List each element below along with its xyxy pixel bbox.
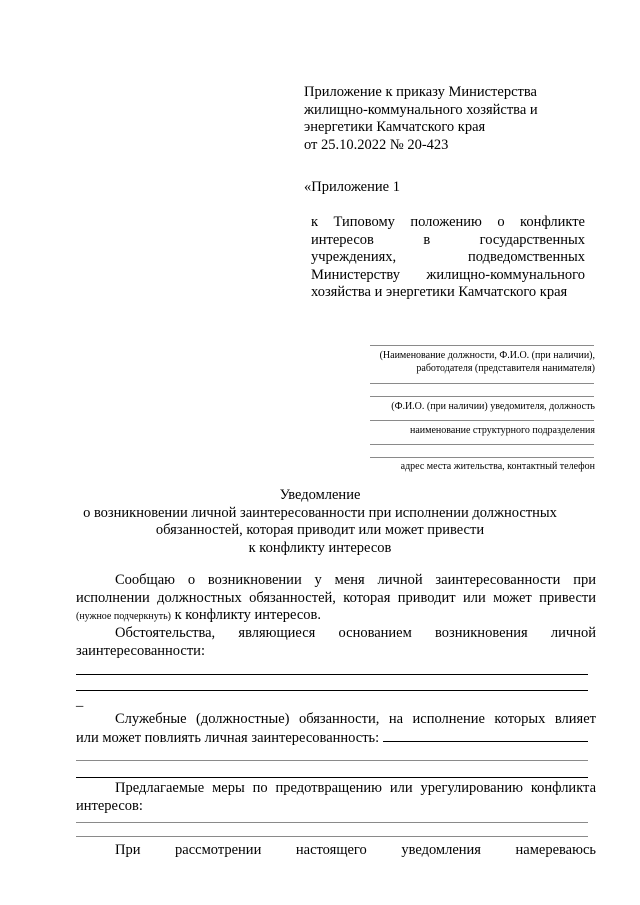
fill-line <box>76 760 588 761</box>
paragraph-line: Служебные (должностные) обязанности, на исполнение которых влияет <box>115 711 596 727</box>
fill-line <box>76 674 588 675</box>
paragraph-line: Сообщаю о возникновении у меня личной заинтересованности при <box>115 572 596 588</box>
department-caption: наименование структурного подразделения <box>409 425 595 436</box>
paragraph-5 <box>76 842 596 860</box>
paragraph-line: заинтересованности: <box>76 642 205 659</box>
notice-subtitle-line: о возникновении личной заинтересованности при исполнении должностных <box>83 504 557 521</box>
fill-line <box>76 822 588 823</box>
appendix1-line: хозяйства и энергетики Камчатского края <box>311 284 568 300</box>
paragraph-text: к конфликту интересов. <box>170 607 321 623</box>
paragraph-3 <box>76 711 596 747</box>
paragraph-4 <box>76 780 596 815</box>
fill-tail: _ <box>76 693 84 709</box>
appendix1-title: «Приложение 1 <box>304 179 400 195</box>
paragraph-line <box>76 729 596 748</box>
notice-subtitle-line: обязанностей, которая приводит или может привести <box>155 522 485 538</box>
addressee-line <box>370 396 594 397</box>
fill-line <box>76 836 588 837</box>
appendix-line: от 25.10.2022 № 20-423 <box>304 136 449 153</box>
paragraph-line: Предлагаемые меры по предотвращению или урегулированию конфликта <box>115 780 596 796</box>
addressee-line <box>370 444 594 445</box>
appendix1-block <box>311 214 585 302</box>
fill-line <box>76 777 588 778</box>
appendix-line: жилищно-коммунального хозяйства и <box>304 101 538 118</box>
notifier-caption: (Ф.И.О. (при наличии) уведомителя, должность <box>391 401 595 412</box>
appendix1-line: Министерству жилищно-коммунального <box>311 266 585 283</box>
appendix1-line: учреждениях, подведомственных <box>311 249 585 265</box>
addressee-caption-line: (Наименование должности, Ф.И.О. (при наличии), <box>379 350 595 361</box>
appendix-header <box>304 84 604 154</box>
notice-subtitle-line: к конфликту интересов <box>248 539 392 556</box>
notice-title: Уведомление <box>279 487 361 503</box>
paragraph-2 <box>76 625 596 660</box>
addressee-line <box>370 457 594 458</box>
paragraph-text: или может повлиять личная заинтересованность: <box>76 729 380 746</box>
underline-note: (нужное подчеркнуть) <box>76 611 171 622</box>
paragraph-line <box>76 607 596 625</box>
paragraph-line: При рассмотрении настоящего уведомления намереваюсь <box>115 842 596 858</box>
fill-underline <box>383 729 588 742</box>
paragraph-line: Обстоятельства, являющиеся основанием возникновения личной <box>115 625 596 641</box>
addressee-line <box>370 345 594 346</box>
paragraph-line: исполнении должностных обязанностей, которая приводит или может привести <box>76 589 596 606</box>
addressee-line <box>370 383 594 384</box>
address-caption: адрес места жительства, контактный телефон <box>400 461 595 472</box>
fill-line <box>76 690 588 691</box>
appendix1-line: к Типовому положению о конфликте <box>311 214 585 230</box>
appendix-line: энергетики Камчатского края <box>304 119 486 135</box>
appendix1-line: интересов в государственных <box>311 231 585 248</box>
paragraph-line: интересов: <box>76 797 143 814</box>
addressee-line <box>370 420 594 421</box>
notice-heading <box>60 487 580 557</box>
appendix-line: Приложение к приказу Министерства <box>304 84 537 100</box>
addressee-caption <box>340 349 595 375</box>
paragraph-1 <box>76 572 596 625</box>
addressee-caption-line: работодателя (представителя нанимателя) <box>416 363 595 374</box>
